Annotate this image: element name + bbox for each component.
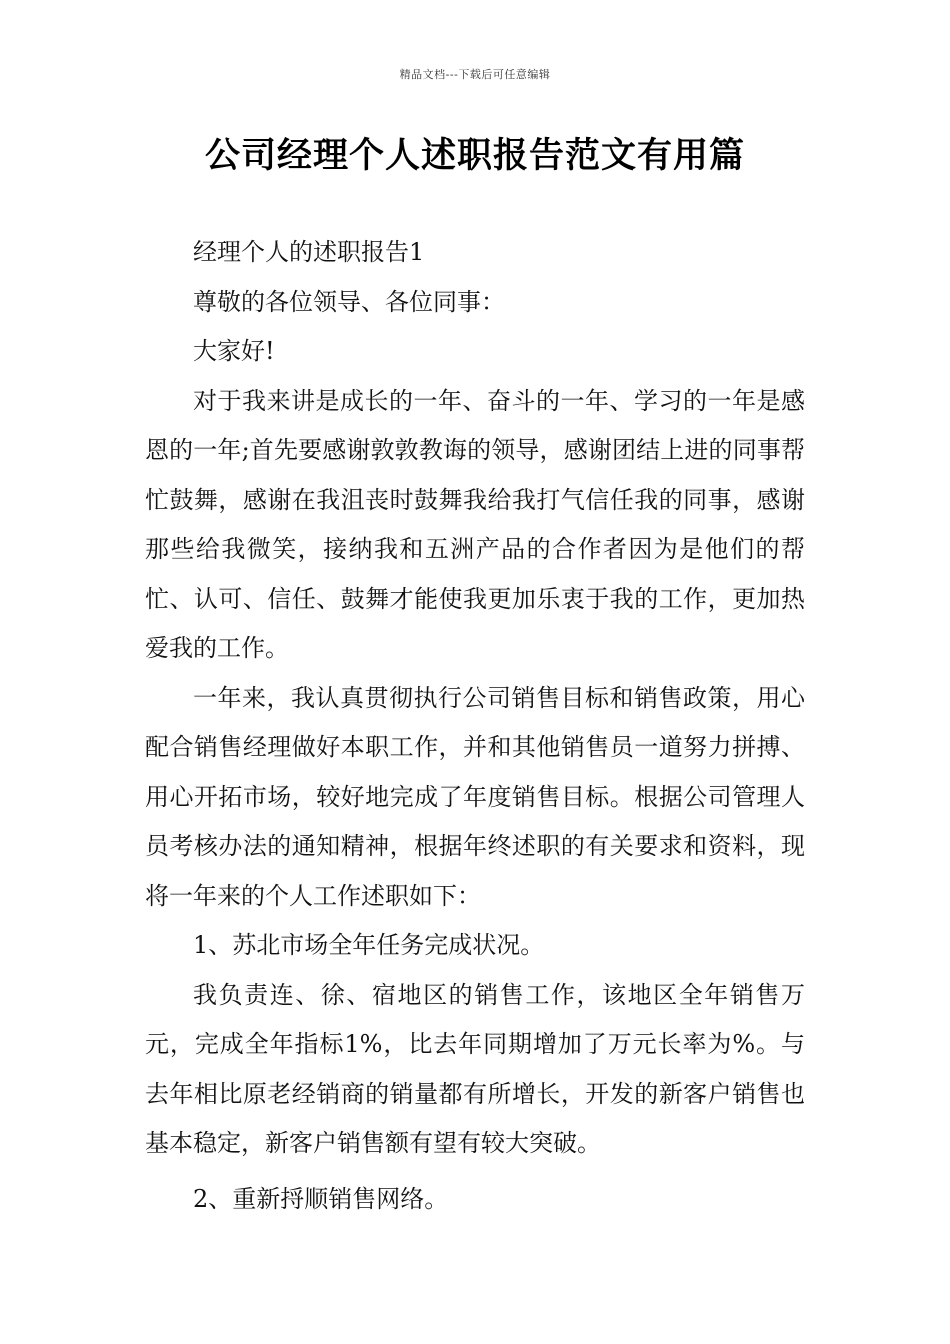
paragraph-salutation: 尊敬的各位领导、各位同事： [193, 287, 505, 316]
paragraph-section-1-heading: 1、苏北市场全年任务完成状况。 [193, 931, 545, 959]
document-title: 公司经理个人述职报告范文有用篇 [204, 136, 745, 176]
paragraph-report-heading: 经理个人的述职报告1 [193, 238, 425, 266]
header-note: 精品文档---下载后可任意编辑 [399, 68, 551, 81]
paragraph-gratitude: 对于我来讲是成长的一年、奋斗的一年、学习的一年是感恩的一年;首先要感谢敦敦教诲的领导，感谢团结上进的同事帮忙鼓舞，感谢在我沮丧时鼓舞我给我打气信任我的同事，感谢那些给我微笑，接纳我和五洲产品的合作者因为是他们的帮忙、认可、信任、鼓舞才能使我更加乐衷于我的工作，更加热爱我的工作。 [145, 386, 805, 662]
paragraph-greeting: 大家好! [193, 337, 275, 365]
paragraph-section-1-body: 我负责连、徐、宿地区的销售工作，该地区全年销售万元，完成全年指标1%，比去年同期增加了万元长率为%。与去年相比原老经销商的销量都有所增长，开发的新客户销售也基本稳定，新客户销售额有望有较大突破。 [145, 980, 805, 1157]
document-body [145, 228, 805, 1224]
paragraph-section-2-heading: 2、重新捋顺销售网络。 [193, 1184, 449, 1213]
paragraph-year-summary: 一年来，我认真贯彻执行公司销售目标和销售政策，用心配合销售经理做好本职工作，并和其他销售员一道努力拼搏、用心开拓市场，较好地完成了年度销售目标。根据公司管理人员考核办法的通知精神，根据年终述职的有关要求和资料，现将一年来的个人工作述职如下： [145, 683, 805, 910]
